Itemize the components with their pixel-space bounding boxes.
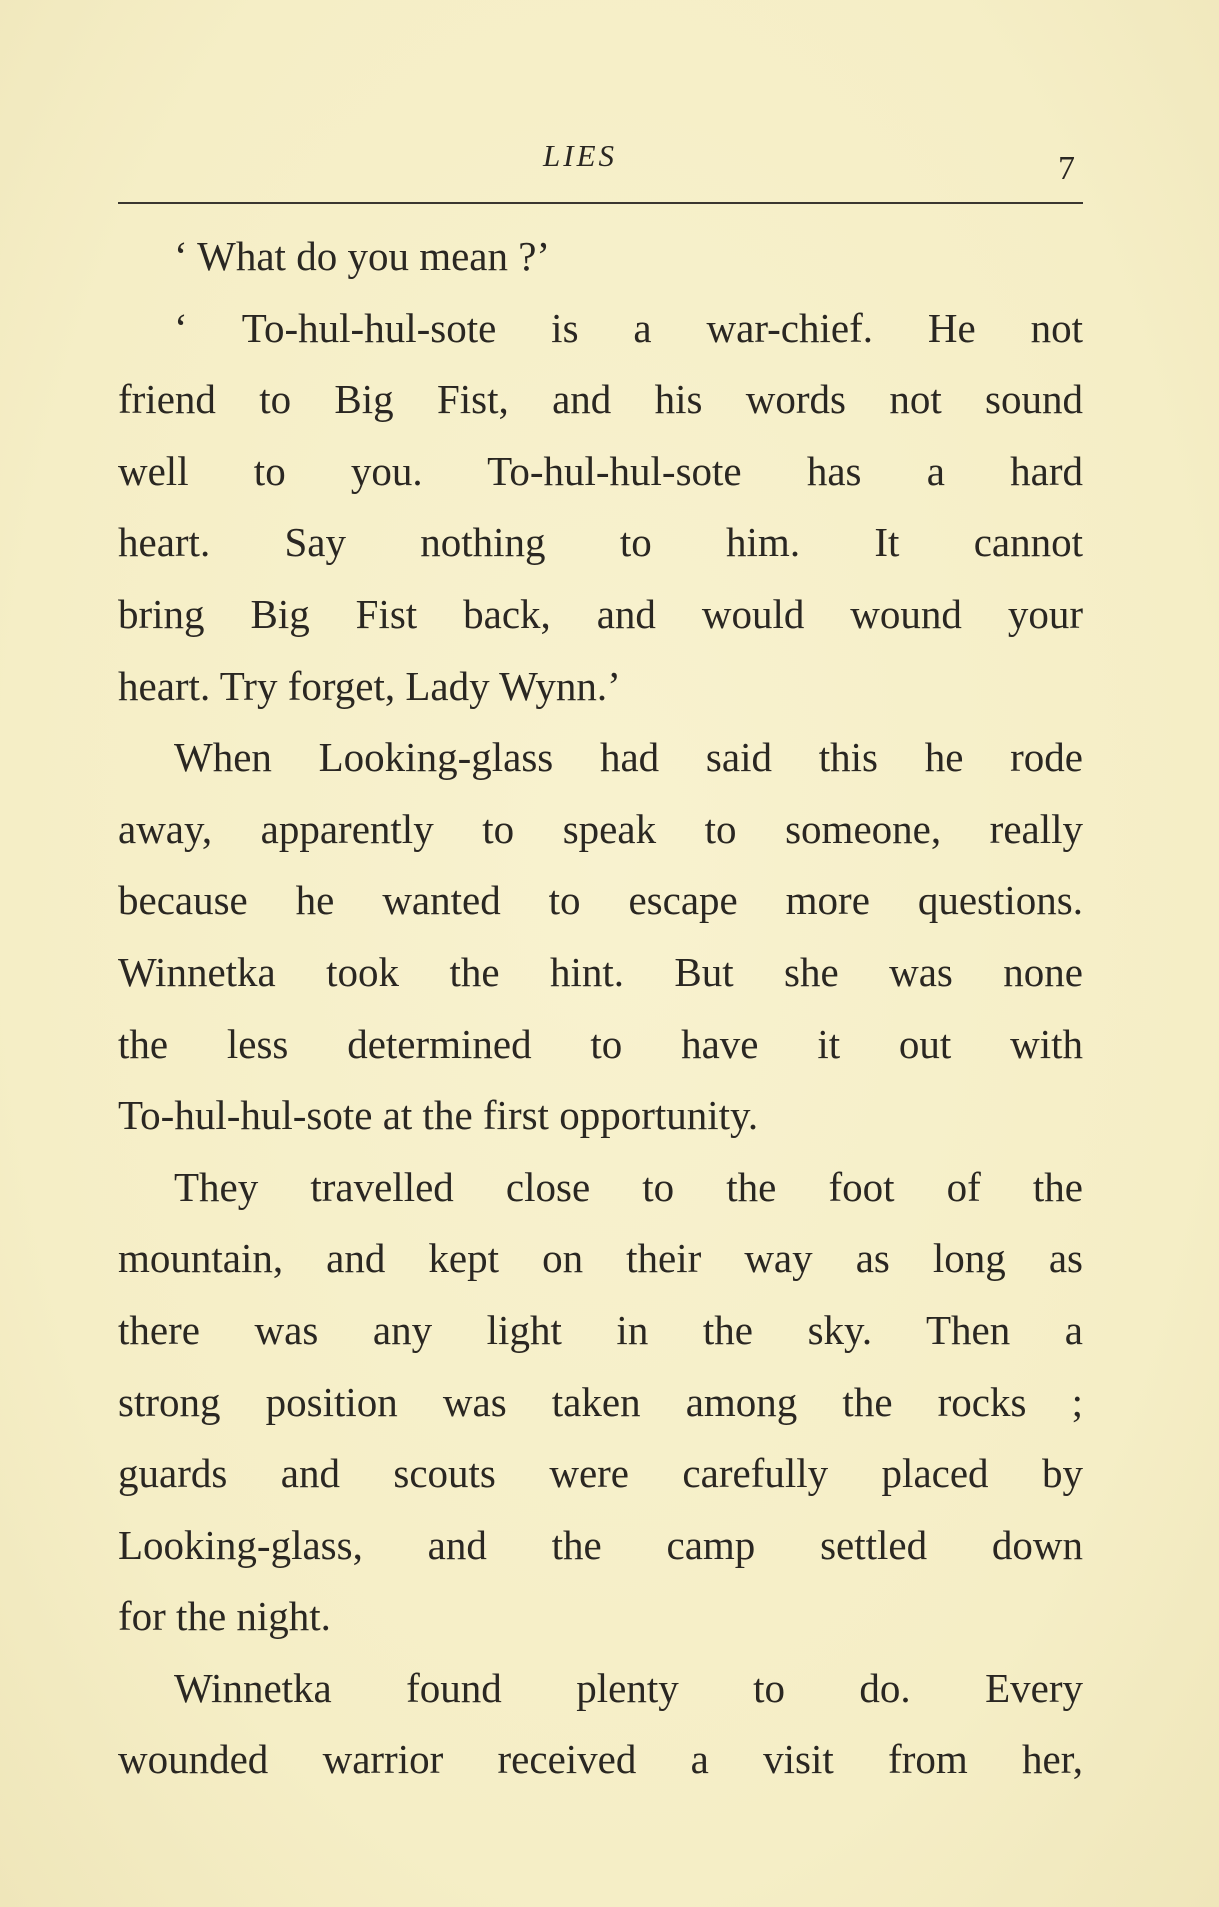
text-line: ‘ To-hul-hul-sote is a war-chief. He not	[174, 304, 1083, 351]
body-text	[118, 221, 1083, 1796]
text-line: because he wanted to escape more questions.	[118, 877, 1083, 924]
text-line: for the night.	[118, 1593, 331, 1640]
text-line: Winnetka found plenty to do. Every	[174, 1664, 1083, 1711]
page-number: 7	[1058, 150, 1075, 187]
text-line: wounded warrior received a visit from her,	[118, 1736, 1083, 1783]
text-line: well to you. To-hul-hul-sote has a hard	[118, 447, 1083, 494]
header-rule	[118, 202, 1083, 204]
text-line: Winnetka took the hint. But she was none	[118, 948, 1083, 995]
text-line: friend to Big Fist, and his words not sound	[118, 376, 1083, 423]
running-head: LIES	[543, 138, 617, 173]
text-line: mountain, and kept on their way as long as	[118, 1235, 1083, 1282]
text-line: ‘ What do you mean ?’	[174, 233, 551, 279]
text-line: guards and scouts were carefully placed by	[118, 1450, 1083, 1497]
text-line: away, apparently to speak to someone, really	[118, 805, 1083, 852]
text-line: They travelled close to the foot of the	[174, 1163, 1083, 1210]
text-line: there was any light in the sky. Then a	[118, 1306, 1083, 1353]
text-line: strong position was taken among the rocks ;	[118, 1378, 1083, 1425]
text-line: heart. Say nothing to him. It cannot	[118, 519, 1083, 566]
text-line: the less determined to have it out with	[118, 1020, 1083, 1067]
text-line: Looking-glass, and the camp settled down	[118, 1521, 1083, 1568]
text-line: bring Big Fist back, and would wound your	[118, 590, 1083, 637]
text-line: When Looking-glass had said this he rode	[174, 734, 1083, 781]
text-line: To-hul-hul-sote at the first opportunity.	[118, 1092, 759, 1139]
text-line: heart. Try forget, Lady Wynn.’	[118, 662, 621, 709]
